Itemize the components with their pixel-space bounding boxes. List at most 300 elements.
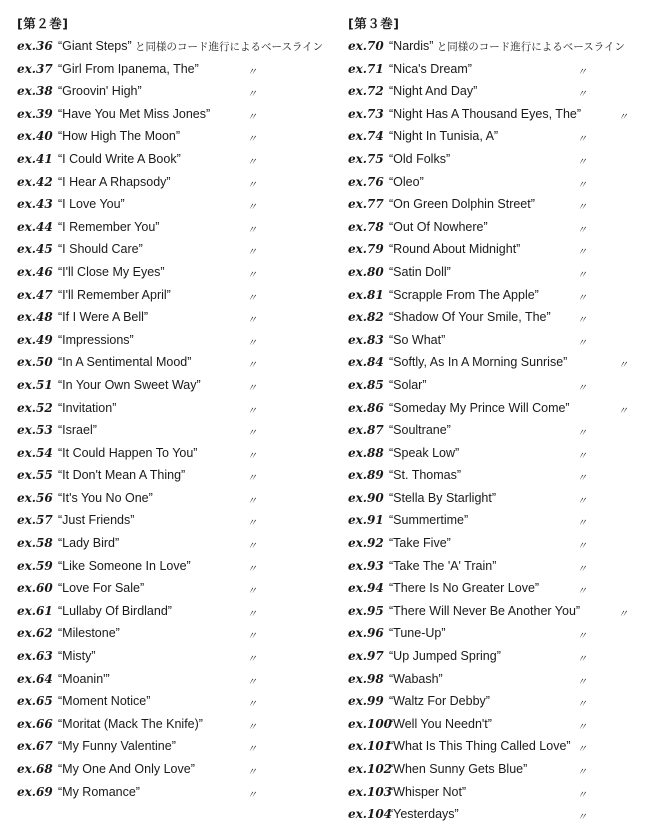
song-title — [58, 513, 134, 527]
song-title-text: “Like Someone In Love” — [58, 558, 191, 573]
list-item — [17, 150, 337, 173]
ditto-mark: 〃 — [247, 202, 256, 214]
example-number: ex.54 — [17, 445, 53, 460]
list-item — [348, 444, 648, 467]
example-number: ex.64 — [17, 671, 53, 686]
ditto-mark: 〃 — [247, 631, 256, 643]
song-title-text: “Old Folks” — [389, 151, 451, 166]
list-item — [17, 127, 337, 150]
ditto-mark: 〃 — [247, 224, 256, 236]
ditto-mark: 〃 — [577, 473, 586, 485]
list-item — [17, 353, 337, 376]
list-item — [348, 331, 648, 354]
song-title — [389, 423, 451, 437]
list-item — [17, 602, 337, 625]
song-title-text: “Moritat (Mack The Knife)” — [58, 716, 203, 731]
list-item — [17, 263, 337, 286]
song-title — [58, 39, 323, 54]
song-title-text: “There Is No Greater Love” — [389, 581, 540, 596]
song-title — [58, 62, 199, 76]
ditto-mark: 〃 — [577, 495, 586, 507]
example-number: ex.51 — [17, 377, 53, 392]
song-title-text: “Wabash” — [389, 671, 443, 686]
song-title-text: “Have You Met Miss Jones” — [58, 106, 211, 121]
song-title-text: “Soultrane” — [389, 423, 451, 438]
list-item — [348, 263, 648, 286]
song-title-text: “Whisper Not” — [389, 784, 467, 799]
ditto-mark: 〃 — [577, 744, 586, 756]
list-item — [17, 489, 337, 512]
song-title — [58, 288, 171, 302]
song-title — [389, 581, 539, 595]
ditto-mark: 〃 — [577, 382, 586, 394]
list-item — [17, 557, 337, 580]
example-number: ex.71 — [348, 61, 384, 76]
ditto-mark: 〃 — [577, 699, 586, 711]
song-title — [389, 242, 520, 256]
song-title-text: “Moment Notice” — [58, 694, 151, 709]
song-title — [389, 807, 459, 821]
song-title-text: “Israel” — [58, 423, 97, 438]
song-title-text: “I Remember You” — [58, 219, 160, 234]
example-number: ex.40 — [17, 129, 53, 144]
song-title-text: “Just Friends” — [58, 513, 135, 528]
list-item — [17, 240, 337, 263]
song-title — [389, 672, 443, 686]
song-title — [389, 333, 445, 347]
song-title-text: “Nica's Dream” — [389, 61, 472, 76]
song-title — [389, 717, 492, 731]
example-number: ex.49 — [17, 332, 53, 347]
song-title-text: “I Hear A Rhapsody” — [58, 174, 171, 189]
example-number: ex.97 — [348, 649, 384, 664]
song-title — [389, 265, 451, 279]
list-item — [348, 376, 648, 399]
list-item — [348, 127, 648, 150]
song-title-text: “Up Jumped Spring” — [389, 649, 501, 664]
example-number: ex.52 — [17, 400, 53, 415]
example-number: ex.96 — [348, 626, 384, 641]
list-item — [348, 150, 648, 173]
song-title — [389, 513, 468, 527]
song-title-text: “In Your Own Sweet Way” — [58, 377, 201, 392]
example-number: ex.90 — [348, 490, 384, 505]
ditto-mark: 〃 — [247, 156, 256, 168]
ditto-mark: 〃 — [577, 269, 586, 281]
song-title — [58, 333, 134, 347]
song-title — [58, 739, 176, 753]
example-number: ex.46 — [17, 264, 53, 279]
example-number: ex.39 — [17, 106, 53, 121]
list-item — [348, 534, 648, 557]
song-title — [389, 355, 567, 369]
list-item — [17, 715, 337, 738]
list-item — [348, 805, 648, 828]
ditto-mark: 〃 — [577, 518, 586, 530]
song-title-text: “It Don't Mean A Thing” — [58, 468, 186, 483]
ditto-mark: 〃 — [247, 608, 256, 620]
list-item — [348, 579, 648, 602]
song-title — [58, 694, 150, 708]
song-title — [389, 39, 625, 54]
example-number: ex.37 — [17, 61, 53, 76]
list-item — [17, 579, 337, 602]
ditto-mark: 〃 — [247, 315, 256, 327]
list-item — [17, 444, 337, 467]
song-title — [58, 536, 119, 550]
song-title — [58, 152, 181, 166]
example-number: ex.62 — [17, 626, 53, 641]
ditto-mark: 〃 — [577, 721, 586, 733]
song-title-text: “Misty” — [58, 649, 96, 664]
ditto-mark: 〃 — [577, 247, 586, 259]
song-title-text: “I Should Care” — [58, 242, 143, 257]
ditto-mark: 〃 — [618, 405, 627, 417]
song-title — [389, 559, 496, 573]
song-title — [58, 242, 143, 256]
example-number: ex.63 — [17, 649, 53, 664]
ditto-mark: 〃 — [577, 134, 586, 146]
song-title-text: “Impressions” — [58, 332, 134, 347]
ditto-mark: 〃 — [577, 202, 586, 214]
list-item — [17, 82, 337, 105]
example-number: ex.87 — [348, 423, 384, 438]
example-number: ex.93 — [348, 558, 384, 573]
example-number: ex.47 — [17, 287, 53, 302]
volume-2-list — [17, 37, 337, 805]
list-item — [17, 308, 337, 331]
example-number: ex.75 — [348, 151, 384, 166]
list-item — [17, 670, 337, 693]
list-item — [348, 37, 648, 60]
ditto-mark: 〃 — [247, 179, 256, 191]
list-item — [348, 783, 648, 806]
song-title — [58, 446, 197, 460]
song-title — [389, 220, 488, 234]
list-item — [17, 511, 337, 534]
song-title-text: “Someday My Prince Will Come” — [389, 400, 570, 415]
ditto-mark: 〃 — [618, 360, 627, 372]
example-number: ex.48 — [17, 310, 53, 325]
ditto-mark: 〃 — [577, 541, 586, 553]
list-item — [348, 308, 648, 331]
song-title-text: “Yesterdays” — [389, 807, 459, 822]
song-title-text: “Lullaby Of Birdland” — [58, 603, 172, 618]
song-title-text: “Night In Tunisia, A” — [389, 129, 499, 144]
example-number: ex.79 — [348, 242, 384, 257]
song-title-text: “So What” — [389, 332, 446, 347]
song-title — [389, 446, 459, 460]
song-title — [58, 310, 148, 324]
list-item — [17, 624, 337, 647]
example-number: ex.103 — [348, 784, 393, 799]
song-title-text: “Love For Sale” — [58, 581, 145, 596]
list-item — [348, 557, 648, 580]
song-title — [58, 401, 116, 415]
ditto-mark: 〃 — [577, 179, 586, 191]
ditto-mark: 〃 — [577, 789, 586, 801]
list-item — [348, 195, 648, 218]
song-title-text: “Night Has A Thousand Eyes, The” — [389, 106, 582, 121]
example-number: ex.44 — [17, 219, 53, 234]
example-number: ex.60 — [17, 581, 53, 596]
example-number: ex.43 — [17, 197, 53, 212]
song-title-text: “Round About Midnight” — [389, 242, 521, 257]
ditto-mark: 〃 — [247, 495, 256, 507]
example-number: ex.100 — [348, 716, 393, 731]
song-title — [389, 62, 472, 76]
ditto-mark: 〃 — [247, 789, 256, 801]
song-title-text: “Night And Day” — [389, 84, 478, 99]
song-title — [58, 785, 140, 799]
ditto-mark: 〃 — [247, 337, 256, 349]
list-item — [17, 421, 337, 444]
song-title — [389, 762, 527, 776]
example-number: ex.67 — [17, 739, 53, 754]
example-number: ex.45 — [17, 242, 53, 257]
song-title-text: “My Romance” — [58, 784, 140, 799]
song-title — [58, 491, 153, 505]
example-number: ex.91 — [348, 513, 384, 528]
example-number: ex.50 — [17, 355, 53, 370]
example-number: ex.41 — [17, 151, 53, 166]
ditto-mark: 〃 — [577, 450, 586, 462]
song-title-text: “Out Of Nowhere” — [389, 219, 488, 234]
example-number: ex.101 — [348, 739, 393, 754]
song-title-text: “What Is This Thing Called Love” — [389, 739, 571, 754]
ditto-mark: 〃 — [247, 767, 256, 778]
song-title-text: “Summertime” — [389, 513, 469, 528]
song-title-text: “Solar” — [389, 377, 427, 392]
example-number: ex.56 — [17, 490, 53, 505]
example-number: ex.66 — [17, 716, 53, 731]
song-title-text: “If I Were A Bell” — [58, 310, 149, 325]
song-title — [58, 265, 165, 279]
song-note: と同様のコード進行によるベースライン — [433, 41, 625, 53]
example-number: ex.69 — [17, 784, 53, 799]
example-number: ex.83 — [348, 332, 384, 347]
ditto-mark: 〃 — [577, 337, 586, 349]
song-title — [58, 129, 180, 143]
list-item — [17, 783, 337, 806]
ditto-mark: 〃 — [247, 563, 256, 575]
ditto-mark: 〃 — [247, 541, 256, 553]
song-title-text: “Girl From Ipanema, The” — [58, 61, 199, 76]
song-title-text: “My One And Only Love” — [58, 762, 195, 776]
ditto-mark: 〃 — [618, 608, 627, 620]
example-number: ex.98 — [348, 671, 384, 686]
song-title-text: “Milestone” — [58, 626, 120, 641]
song-title-text: “I Could Write A Book” — [58, 151, 181, 166]
list-item — [348, 173, 648, 196]
ditto-mark: 〃 — [577, 66, 586, 78]
ditto-mark: 〃 — [577, 89, 586, 101]
song-title — [389, 152, 450, 166]
ditto-mark: 〃 — [247, 518, 256, 530]
example-number: ex.76 — [348, 174, 384, 189]
song-title-text: “Satin Doll” — [389, 264, 451, 279]
song-title-text: “Softly, As In A Morning Sunrise” — [389, 355, 568, 370]
song-title-text: “Tune-Up” — [389, 626, 446, 641]
volume-3-list — [348, 37, 648, 828]
list-item — [17, 760, 337, 783]
list-item — [17, 195, 337, 218]
song-title-text: “Scrapple From The Apple” — [389, 287, 539, 302]
ditto-mark: 〃 — [247, 721, 256, 733]
song-title-text: “It's You No One” — [58, 490, 153, 505]
song-title — [389, 468, 461, 482]
list-item — [348, 602, 648, 625]
ditto-mark: 〃 — [577, 292, 586, 304]
song-title — [58, 220, 159, 234]
ditto-mark: 〃 — [247, 654, 256, 666]
ditto-mark: 〃 — [247, 269, 256, 281]
ditto-mark: 〃 — [618, 111, 627, 123]
ditto-mark: 〃 — [577, 428, 586, 440]
ditto-mark: 〃 — [247, 586, 256, 598]
song-title — [58, 355, 191, 369]
example-number: ex.65 — [17, 694, 53, 709]
example-number: ex.36 — [17, 39, 53, 53]
example-number: ex.99 — [348, 694, 384, 709]
example-number: ex.82 — [348, 310, 384, 325]
song-note: と同様のコード進行によるベースライン — [131, 41, 324, 53]
list-item — [348, 60, 648, 83]
list-item — [348, 692, 648, 715]
song-title-text: “Take Five” — [389, 536, 451, 551]
example-number: ex.73 — [348, 106, 384, 121]
list-item — [348, 105, 648, 128]
list-item — [348, 760, 648, 783]
list-item — [17, 331, 337, 354]
list-item — [348, 240, 648, 263]
ditto-mark: 〃 — [247, 473, 256, 485]
song-title-text: “Waltz For Debby” — [389, 694, 490, 709]
song-title — [389, 604, 580, 618]
list-item — [17, 105, 337, 128]
example-number: ex.102 — [348, 762, 393, 776]
list-item — [348, 624, 648, 647]
list-item — [17, 173, 337, 196]
example-number: ex.58 — [17, 536, 53, 551]
song-title — [389, 785, 466, 799]
ditto-mark: 〃 — [577, 654, 586, 666]
list-item — [348, 353, 648, 376]
ditto-mark: 〃 — [577, 767, 586, 778]
example-number: ex.95 — [348, 603, 384, 618]
song-title — [389, 649, 501, 663]
example-number: ex.57 — [17, 513, 53, 528]
song-title — [389, 175, 424, 189]
song-title — [389, 288, 539, 302]
song-title-text: “Lady Bird” — [58, 536, 120, 551]
example-number: ex.72 — [348, 84, 384, 99]
song-title — [389, 107, 581, 121]
ditto-mark: 〃 — [577, 676, 586, 688]
song-title — [389, 84, 477, 98]
song-title — [58, 378, 201, 392]
song-title — [389, 491, 496, 505]
song-title — [58, 581, 144, 595]
example-number: ex.88 — [348, 445, 384, 460]
song-title — [58, 626, 120, 640]
song-title-text: “Groovin' High” — [58, 84, 142, 99]
example-number: ex.104 — [348, 807, 393, 822]
ditto-mark: 〃 — [577, 586, 586, 598]
ditto-mark: 〃 — [577, 315, 586, 327]
song-title-text: “It Could Happen To You” — [58, 445, 198, 460]
example-number: ex.68 — [17, 762, 53, 776]
song-title — [389, 626, 446, 640]
song-title — [58, 717, 203, 731]
example-number: ex.80 — [348, 264, 384, 279]
list-item — [17, 534, 337, 557]
song-title — [58, 175, 171, 189]
list-item — [17, 218, 337, 241]
list-item — [348, 511, 648, 534]
song-title-text: “I'll Close My Eyes” — [58, 264, 165, 279]
song-title — [389, 739, 571, 753]
ditto-mark: 〃 — [577, 563, 586, 575]
song-title — [389, 129, 498, 143]
ditto-mark: 〃 — [247, 66, 256, 78]
song-title-text: “In A Sentimental Mood” — [58, 355, 192, 370]
example-number: ex.42 — [17, 174, 53, 189]
song-title-text: “Giant Steps” — [58, 39, 132, 53]
song-title-text: “Oleo” — [389, 174, 424, 189]
song-title — [58, 84, 142, 98]
song-title-text: “St. Thomas” — [389, 468, 462, 483]
list-item — [17, 37, 337, 60]
song-title-text: “Shadow Of Your Smile, The” — [389, 310, 551, 325]
example-number: ex.55 — [17, 468, 53, 483]
list-item — [348, 421, 648, 444]
song-title — [58, 672, 110, 686]
song-title — [58, 468, 185, 482]
song-title-text: “Speak Low” — [389, 445, 460, 460]
song-title-text: “How High The Moon” — [58, 129, 181, 144]
list-item — [17, 399, 337, 422]
song-title-text: “There Will Never Be Another You” — [389, 603, 581, 618]
song-title-text: “Moanin'” — [58, 671, 110, 686]
list-item — [348, 286, 648, 309]
song-title-text: “When Sunny Gets Blue” — [389, 762, 528, 776]
list-item — [348, 218, 648, 241]
song-title — [389, 310, 551, 324]
song-title — [389, 694, 490, 708]
volume-3-heading: [第３巻] — [348, 16, 400, 31]
ditto-mark: 〃 — [247, 699, 256, 711]
list-item — [348, 466, 648, 489]
ditto-mark: 〃 — [577, 156, 586, 168]
ditto-mark: 〃 — [247, 360, 256, 372]
ditto-mark: 〃 — [247, 382, 256, 394]
ditto-mark: 〃 — [247, 450, 256, 462]
song-title-text: “Invitation” — [58, 400, 117, 415]
song-title — [389, 378, 427, 392]
example-number: ex.53 — [17, 423, 53, 438]
song-title-text: “Take The 'A' Train” — [389, 558, 497, 573]
ditto-mark: 〃 — [247, 134, 256, 146]
song-title — [58, 762, 195, 776]
song-title — [58, 107, 210, 121]
example-number: ex.78 — [348, 219, 384, 234]
example-number: ex.94 — [348, 581, 384, 596]
example-number: ex.38 — [17, 84, 53, 99]
song-title — [58, 649, 96, 663]
song-title-text: “My Funny Valentine” — [58, 739, 176, 754]
list-item — [17, 60, 337, 83]
